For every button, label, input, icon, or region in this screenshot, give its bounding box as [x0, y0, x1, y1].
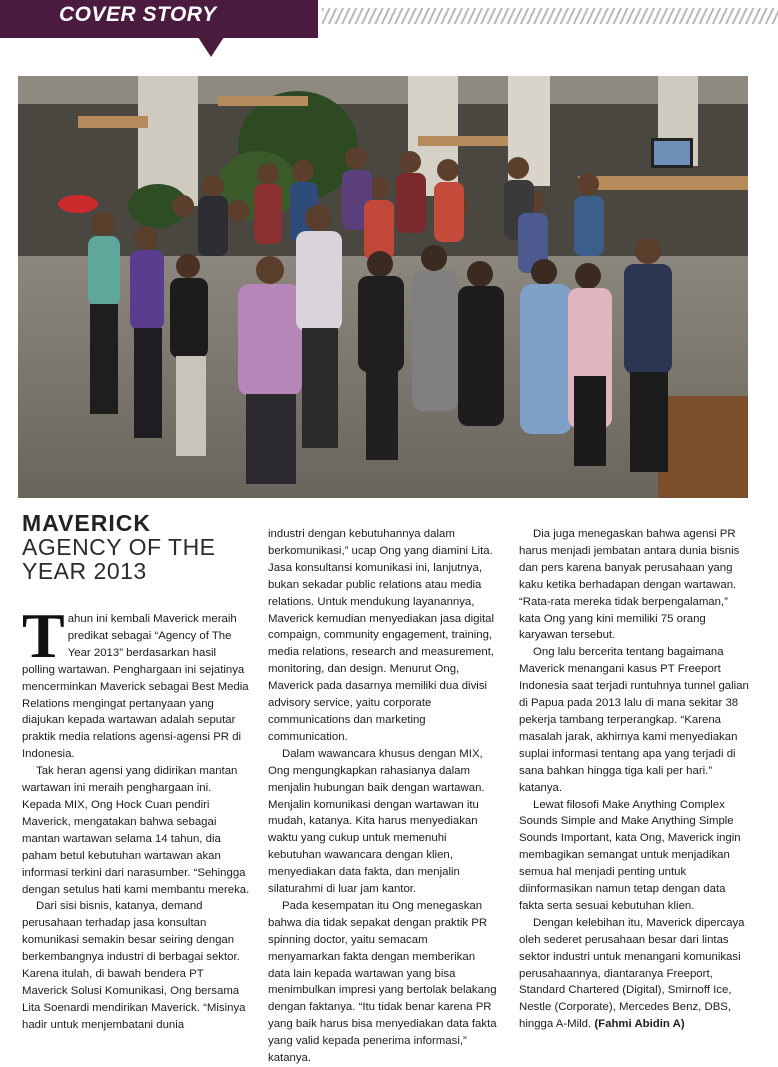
paragraph: industri dengan kebutuhannya dalam berkomunikasi,” ucap Ong yang diamini Lita. Jasa konsultansi komunikasi ini, lanjutnya, bukan sekadar public relations atau media relations. Untuk mendukung layanannya, Maverick kemudian menyediakan jasa digital compaign, community engagement, training, media relations, research and measurement, monitoring, dan design. Menurut Ong, Maverick pada dasarnya memiliki dua divisi advisory service, yaitu corporate communications dan marketing communication. — [268, 528, 495, 743]
article-column-1 — [22, 600, 250, 1034]
group-photo — [18, 76, 748, 498]
article-column-3 — [519, 526, 751, 1033]
paragraph: Tak heran agensi yang didirikan mantan wartawan ini meraih penghargaan ini. Kepada MIX, Ong Hock Cuan pendiri Maverick, mengatakan bahwa sebagai mantan wartawan selama 14 tahun, dia paham betul kebutuhan wartawan akan informasi terkini dari narasumber. “Sehingga dengan setulus hati kami membantu mereka. — [22, 765, 250, 896]
paragraph: Dari sisi bisnis, katanya, demand perusahaan terhadap jasa konsultan komunikasi semakin besar seiring dengan berkembangnya industri di berbagai sektor. Karena itulah, di bawah bendera PT Maverick Solusi Komunikasi, Ong bersama Lita Soenardi mendirikan Maverick. “Misinya hadir untuk menjembatani dunia — [22, 900, 246, 1031]
article-title: MAVERICK — [22, 510, 151, 536]
paragraph: Ong lalu bercerita tentang bagaimana Maverick menangani kasus PT Freeport Indonesia saat terjadi runtuhnya tunnel galian di Papua pada 2013 lalu di mana sekitar 38 pekerja tambang terperangkap. “Karena masalah jarak, akhirnya kami menyediakan suplai informasi tentang apa yang terjadi di sana bahkan hingga tiga kali per hari.” katanya. — [519, 646, 749, 794]
article-subtitle-line2: YEAR 2013 — [22, 558, 147, 584]
paragraph: Pada kesempatan itu Ong menegaskan bahwa dia tidak sepakat dengan praktik PR spinning doctor, yaitu semacam menyamarkan fakta dengan memberikan data lain kepada wartawan yang bisa menimbulkan impresi yang bertolak belakang dengan faktanya. “Itu tidak benar karena PR yang baik harus bisa menyediakan data fakta yang valid kepada penerima informasi,” katanya. — [268, 899, 497, 1065]
article-column-2 — [268, 526, 498, 1067]
section-banner — [0, 0, 318, 38]
group-photo-illustration — [18, 76, 748, 498]
paragraph-text: ahun ini kembali Maverick meraih predikat sebagai “Agency of The Year 2013” berdasarkan hasil polling wartawan. Penghargaan ini sejatinya mencerminkan Maverick sebagai Best Media Relations mengingat pertanyaan yang diajukan kepada wartawan adalah seputar praktik media relations agensi-agensi PR di Indonesia. — [22, 613, 249, 761]
paragraph: Dalam wawancara khusus dengan MIX, Ong mengungkapkan rahasianya dalam menjalin hubungan baik dengan wartawan. Menjalin komunikasi dengan wartawan itu mudah, katanya. Kita harus menyediakan waktu yang cukup untuk memenuhi kebutuhan wawancara dengan klien, menyediakan data fakta, dan menjalin silaturahmi di luar jam kantor. — [268, 747, 485, 896]
author-byline: (Fahmi Abidin A) — [594, 1018, 685, 1031]
paragraph: Dia juga menegaskan bahwa agensi PR harus menjadi jembatan antara dunia bisnis dan pers karena banyak perusahaan yang kaku ketika berhadapan dengan wartawan. “Rata-rata mereka tidak berpengalaman,” kata Ong yang kini memiliki 75 orang karyawan tersebut. — [519, 528, 740, 642]
paragraph-last — [519, 915, 751, 1033]
paragraph: Lewat filosofi Make Anything Complex Sounds Simple and Make Anything Simple Sounds Important, kata Ong, Maverick ingin membagikan semangat untuk menjadikan semua hal menjadi penting untuk diinformasikan namun tetap dengan data fakta serta sesuai kebutuhan klien. — [519, 798, 741, 912]
paragraph-lead — [22, 600, 250, 763]
drop-cap: T — [22, 600, 65, 671]
article-subtitle — [22, 535, 216, 583]
article-subtitle-line1: AGENCY OF THE — [22, 534, 216, 560]
paragraph-text: Dengan kelebihan itu, Maverick dipercaya oleh sederet perusahaan besar dari lintas sektor industri untuk menangani komunikasi perusahaannya, diantaranya Freeport, Standard Chartered (Digital), Smirnoff Ice, Nestle (Corporate), Mercedes Benz, DBS, hingga A-Mild. — [519, 916, 745, 1031]
banner-notch — [198, 37, 224, 57]
header-stripes — [322, 8, 778, 24]
section-label: COVER STORY — [59, 3, 217, 26]
